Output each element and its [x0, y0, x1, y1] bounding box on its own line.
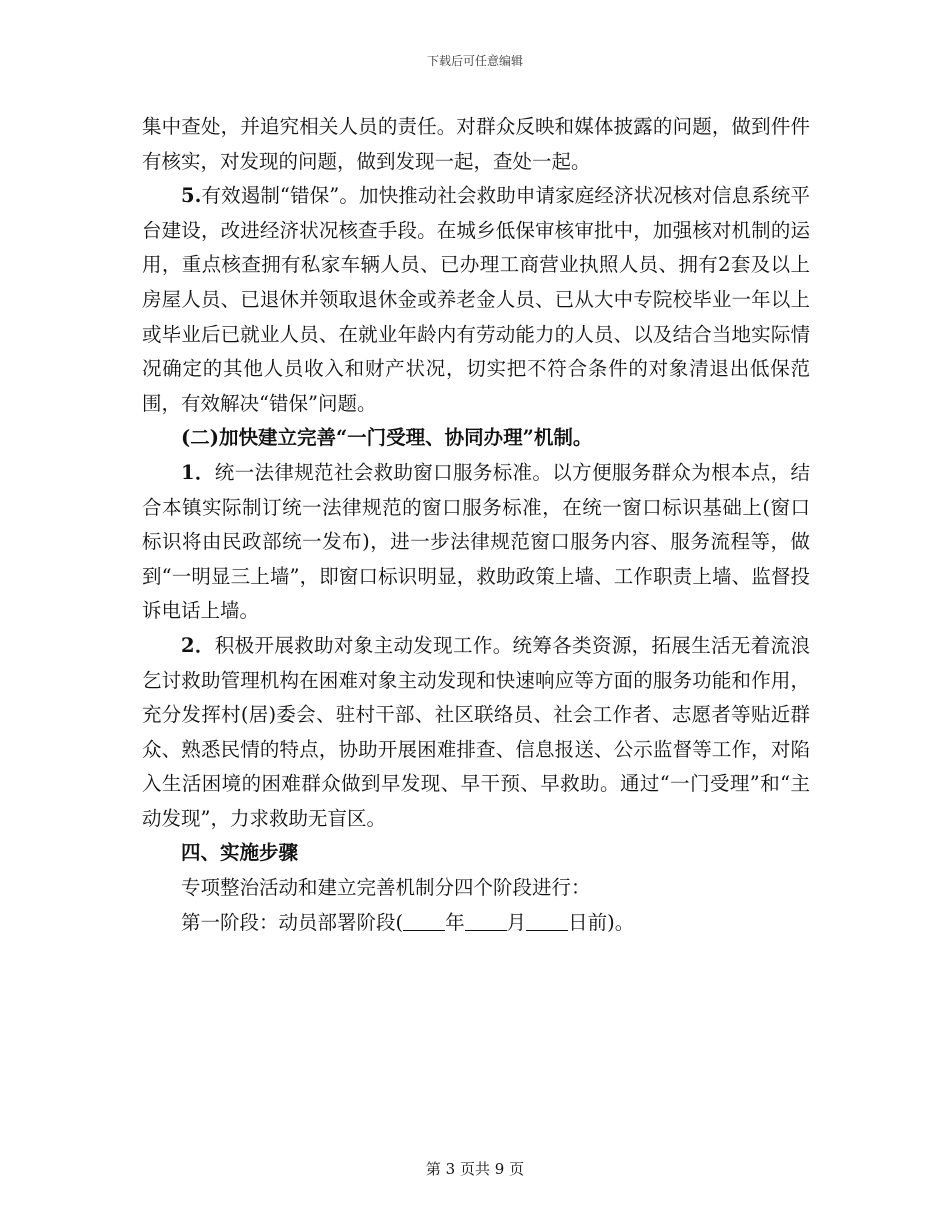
paragraph-continued: 集中查处，并追究相关人员的责任。对群众反映和媒体披露的问题，做到件件有核实，对发现的问题，做到发现一起，查处一起。 — [142, 115, 810, 173]
subsection-heading: (二)加快建立完善“一门受理、协同办理”机制。 — [181, 426, 593, 450]
section-heading: 四、实施步骤 — [181, 841, 299, 865]
paragraph-item-1 — [142, 456, 810, 629]
year-label: 年 — [445, 910, 465, 934]
item-number: 5. — [181, 184, 202, 208]
item-number: 1． — [181, 460, 215, 484]
month-label: 月 — [506, 910, 527, 934]
paragraph-stage-1 — [142, 906, 810, 941]
paragraph-intro: 专项整治活动和建立完善机制分四个阶段进行： — [181, 876, 591, 900]
page-footer: 第 3 页共 9 页 — [425, 1160, 525, 1178]
paragraph-item-2 — [142, 629, 810, 837]
paragraph-text: 统一法律规范社会救助窗口服务标准。以方便服务群众为根本点，结合本镇实际制订统一法律规范的窗口服务标准，在统一窗口标识基础上(窗口标识将由民政部统一发布)，进一步法律规范窗口服务内容、服务流程等，做到“一明显三上墙”，即窗口标识明显，救助政策上墙、工作职责上墙、监督投诉电话上墙。 — [142, 460, 810, 623]
stage-prefix: 第一阶段：动员部署阶段( — [181, 910, 404, 934]
page-header: 下载后可任意编辑 — [426, 54, 523, 68]
document-body — [142, 110, 810, 940]
blank-line — [465, 910, 507, 931]
blank-line — [403, 910, 445, 931]
paragraph-text: 积极开展救助对象主动发现工作。统筹各类资源，拓展生活无着流浪乞讨救助管理机构在困难对象主动发现和快速响应等方面的服务功能和作用，充分发挥村(居)委会、驻村干部、社区联络员、社会工作者、志愿者等贴近群众、熟悉民情的特点，协助开展困难排查、信息报送、公示监督等工作，对陷入生活困境的困难群众做到早发现、早干预、早救助。通过“一门受理”和“主动发现”，力求救助无盲区。 — [142, 633, 810, 830]
blank-line — [526, 910, 568, 931]
stage-suffix: 日前)。 — [568, 910, 635, 934]
item-number: 2． — [181, 633, 215, 657]
paragraph-item-5 — [142, 179, 810, 421]
paragraph-text: 有效遏制“错保”。加快推动社会救助申请家庭经济状况核对信息系统平台建设，改进经济状况核查手段。在城乡低保审核审批中，加强核对机制的运用，重点核查拥有私家车辆人员、已办理工商营业执照人员、拥有2套及以上房屋人员、已退休并领取退休金或养老金人员、已从大中专院校毕业一年以上或毕业后已就业人员、在就业年龄内有劳动能力的人员、以及结合当地实际情况确定的其他人员收入和财产状况，切实把不符合条件的对象清退出低保范围，有效解决“错保”问题。 — [142, 184, 810, 415]
